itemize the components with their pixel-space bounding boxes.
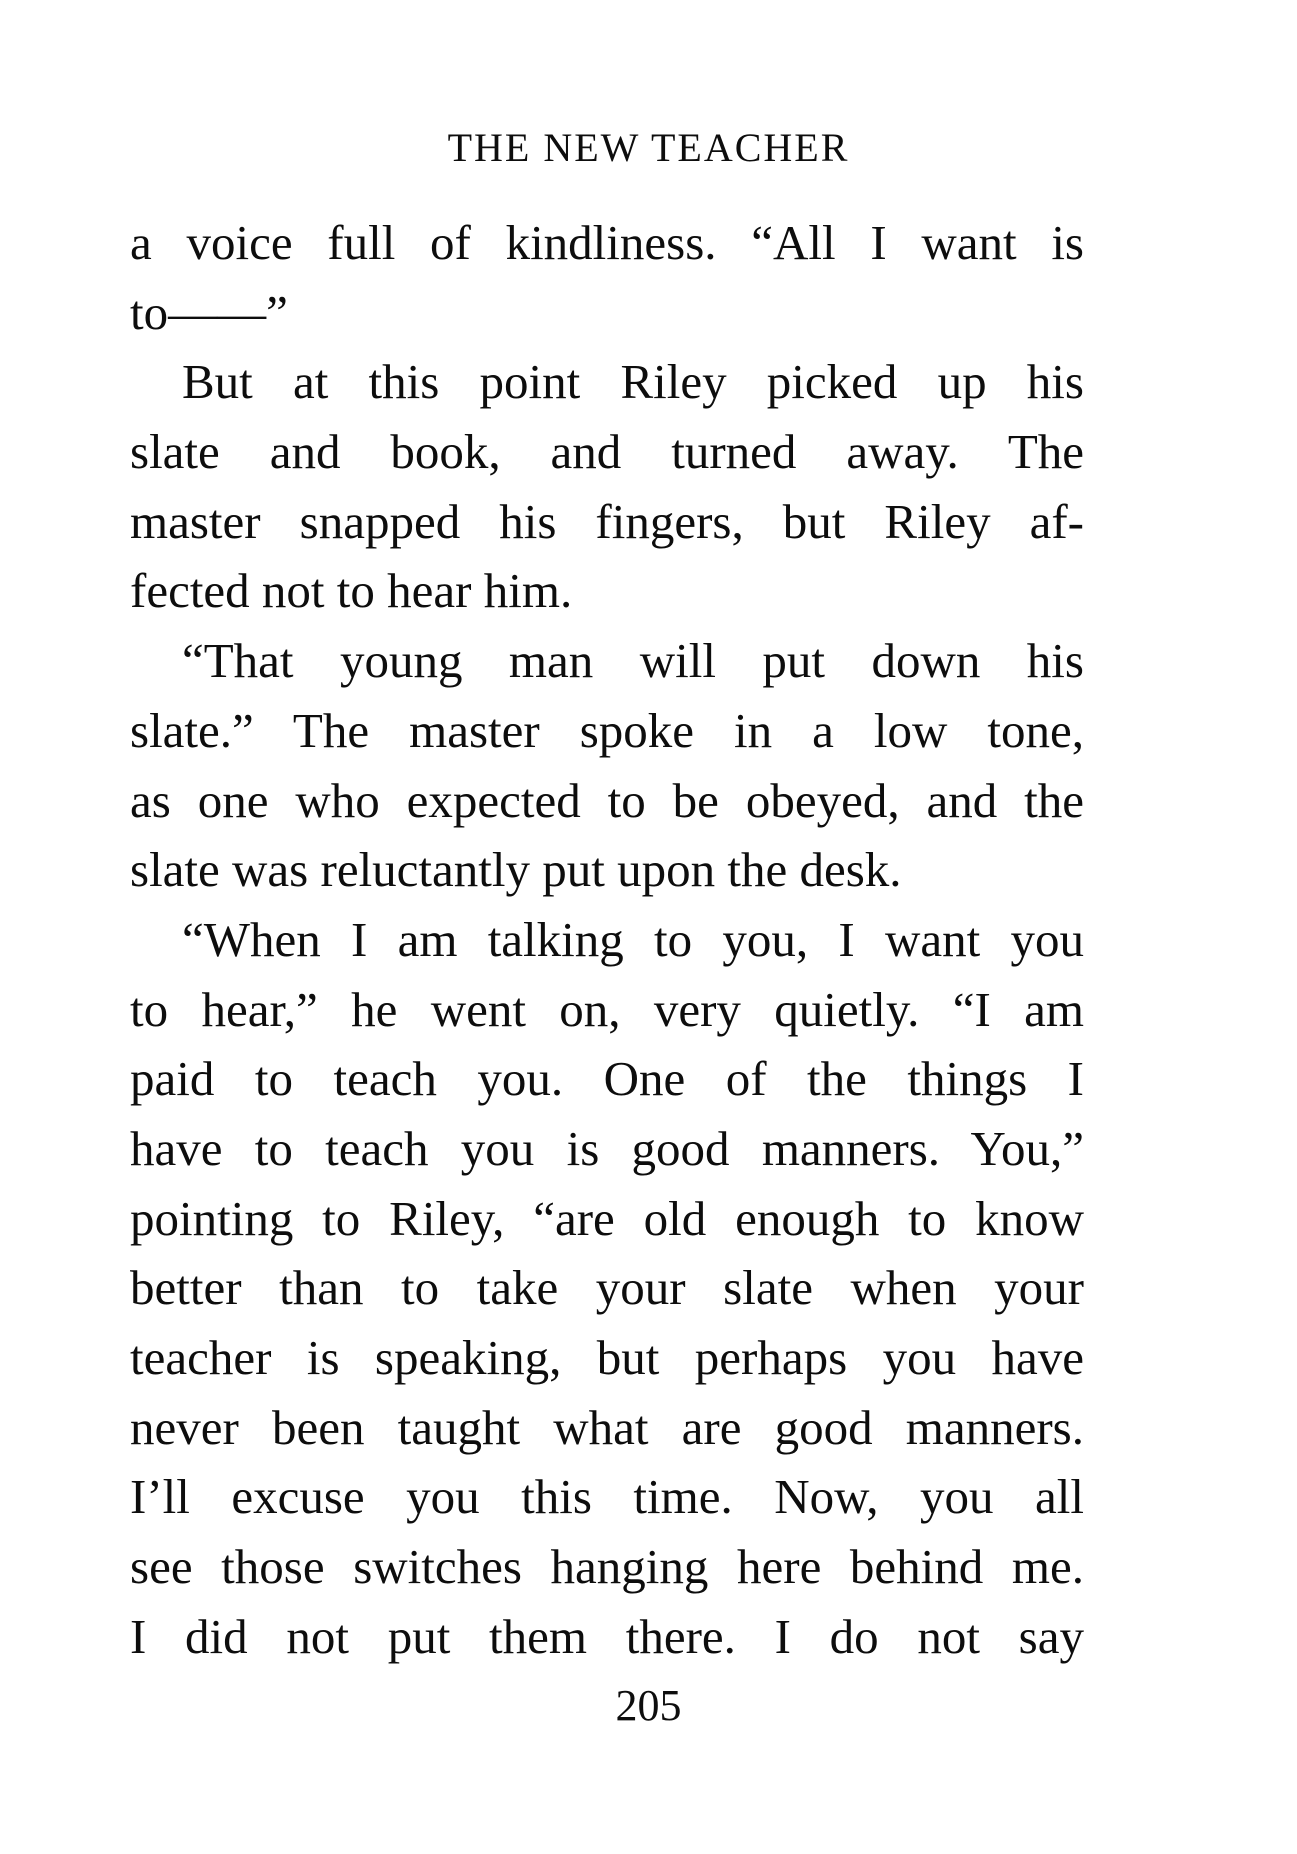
running-head: THE NEW TEACHER bbox=[447, 125, 850, 170]
text-line: paid to teach you. One of the things I bbox=[130, 1051, 1084, 1107]
body-text bbox=[130, 208, 1084, 1671]
page-number: 205 bbox=[615, 1681, 682, 1730]
text-line: fected not to hear him. bbox=[130, 563, 573, 619]
text-line: “That young man will put down his bbox=[182, 633, 1084, 689]
text-line: But at this point Riley picked up his bbox=[182, 354, 1084, 410]
text-line: a voice full of kindliness. “All I want is bbox=[130, 215, 1084, 270]
text-line: to hear,” he went on, very quietly. “I am bbox=[130, 981, 1084, 1037]
text-line: slate.” The master spoke in a low tone, bbox=[130, 702, 1084, 758]
text-line: never been taught what are good manners. bbox=[130, 1399, 1084, 1455]
text-line: I’ll excuse you this time. Now, you all bbox=[130, 1469, 1084, 1525]
text-line: I did not put them there. I do not say bbox=[130, 1608, 1084, 1664]
text-line: master snapped his fingers, but Riley af- bbox=[130, 493, 1084, 549]
text-line: slate and book, and turned away. The bbox=[130, 424, 1084, 480]
text-line: pointing to Riley, “are old enough to know bbox=[130, 1190, 1084, 1246]
text-line: “When I am talking to you, I want you bbox=[182, 911, 1084, 967]
text-line: to——” bbox=[130, 284, 288, 340]
text-line: have to teach you is good manners. You,” bbox=[130, 1120, 1084, 1176]
text-line: slate was reluctantly put upon the desk. bbox=[130, 842, 902, 898]
text-line: better than to take your slate when your bbox=[130, 1260, 1084, 1316]
text-line: teacher is speaking, but perhaps you have bbox=[130, 1330, 1084, 1385]
text-line: see those switches hanging here behind me. bbox=[130, 1539, 1084, 1595]
text-line: as one who expected to be obeyed, and the bbox=[130, 772, 1084, 828]
